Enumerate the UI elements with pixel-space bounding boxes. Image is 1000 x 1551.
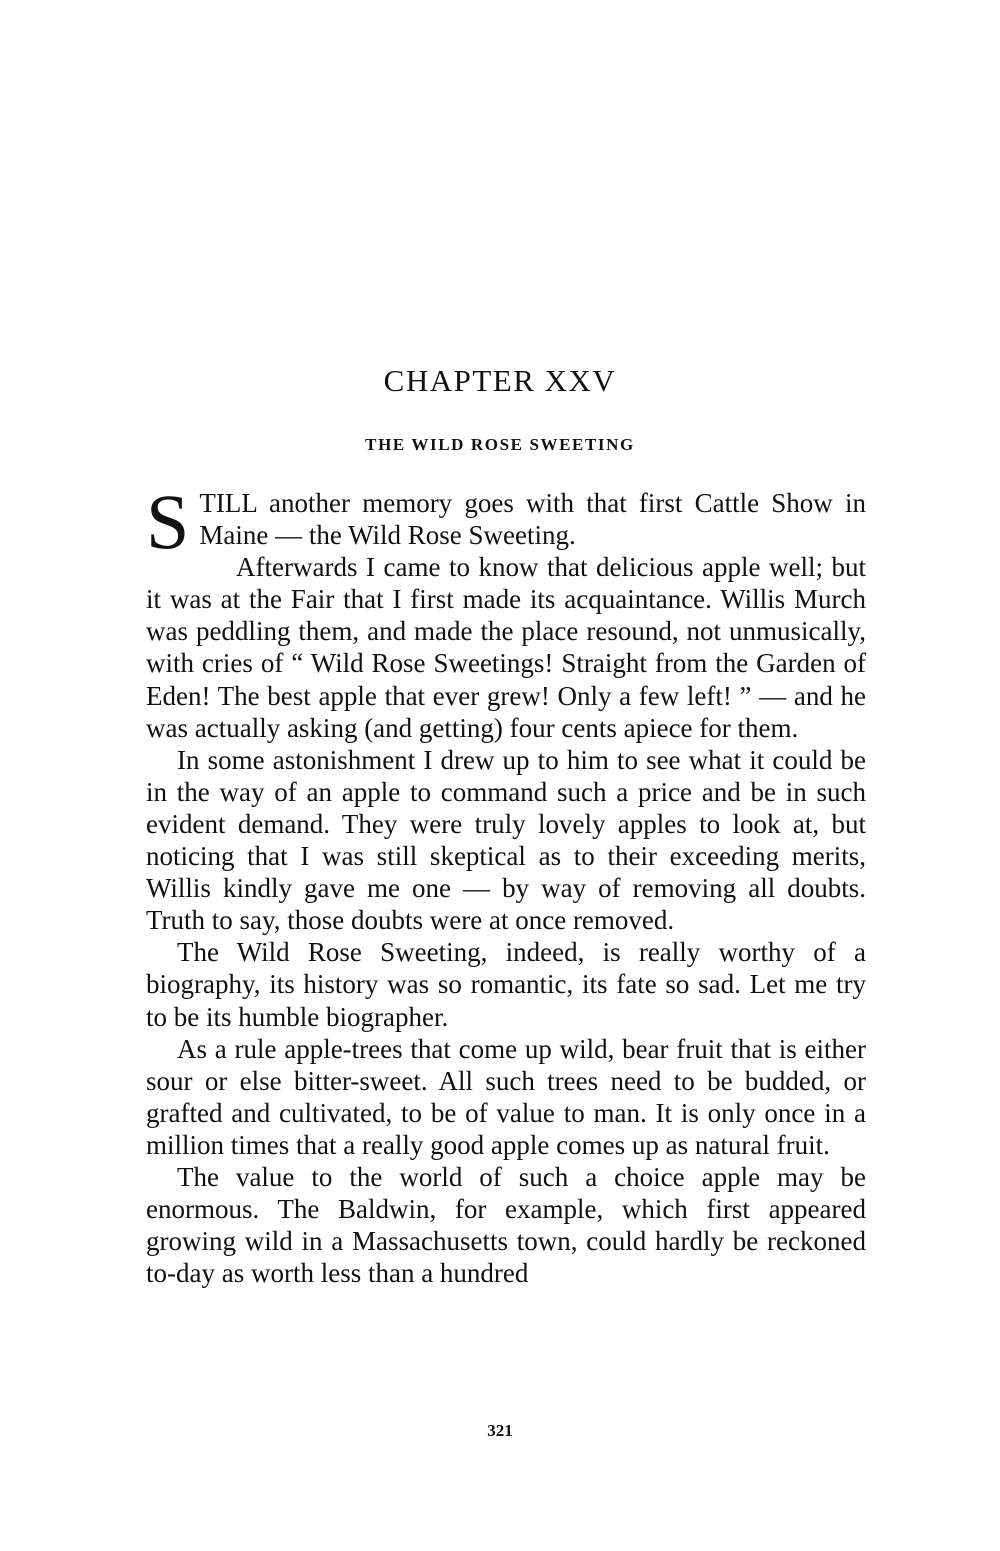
drop-cap: S (146, 478, 190, 565)
chapter-title: CHAPTER XXV (383, 363, 617, 398)
chapter-subtitle: THE WILD ROSE SWEETING (365, 435, 635, 454)
paragraph: The value to the world of such a choice apple may be enormous. The Baldwin, for example, which first appeared growing wild in a Massachusetts town, could hardly be reckoned to-day as worth less than a hundred (146, 1161, 866, 1289)
page-number: 321 (487, 1421, 513, 1440)
paragraph: In some astonishment I drew up to him to see what it could be in the way of an apple to command such a price and be in such evident demand. They were truly lovely apples to look at, but noticing that I was still skeptical as to their exceeding merits, Willis kindly gave me one — by way of removing all doubts. Truth to say, those doubts were at once removed. (146, 744, 866, 936)
opening-line: TILL another memory goes with that first Cattle Show in Maine — the Wild Rose Sweeting. (199, 488, 866, 551)
paragraph: As a rule apple-trees that come up wild, bear fruit that is either sour or else bitter-sweet. All such trees need to be budded, or grafted and cultivated, to be of value to man. It is only once in a million times that a really good apple comes up as natural fruit. (146, 1033, 866, 1160)
opening-paragraph (146, 478, 866, 744)
body-text (146, 478, 866, 1289)
paragraph: The Wild Rose Sweeting, indeed, is really worthy of a biography, its history was so romantic, its fate so sad. Let me try to be its humble biographer. (146, 937, 866, 1032)
opening-continuation: Afterwards I came to know that delicious apple well; but it was at the Fair that I first made its acquaintance. Willis Murch was peddling them, and made the place resound, not unmusically, with cries of “ Wild Rose Sweetings! Straight from the Garden of Eden! The best apple that ever grew! Only a few left! ” — and he was actually asking (and getting) four cents apiece for them. (146, 552, 866, 743)
